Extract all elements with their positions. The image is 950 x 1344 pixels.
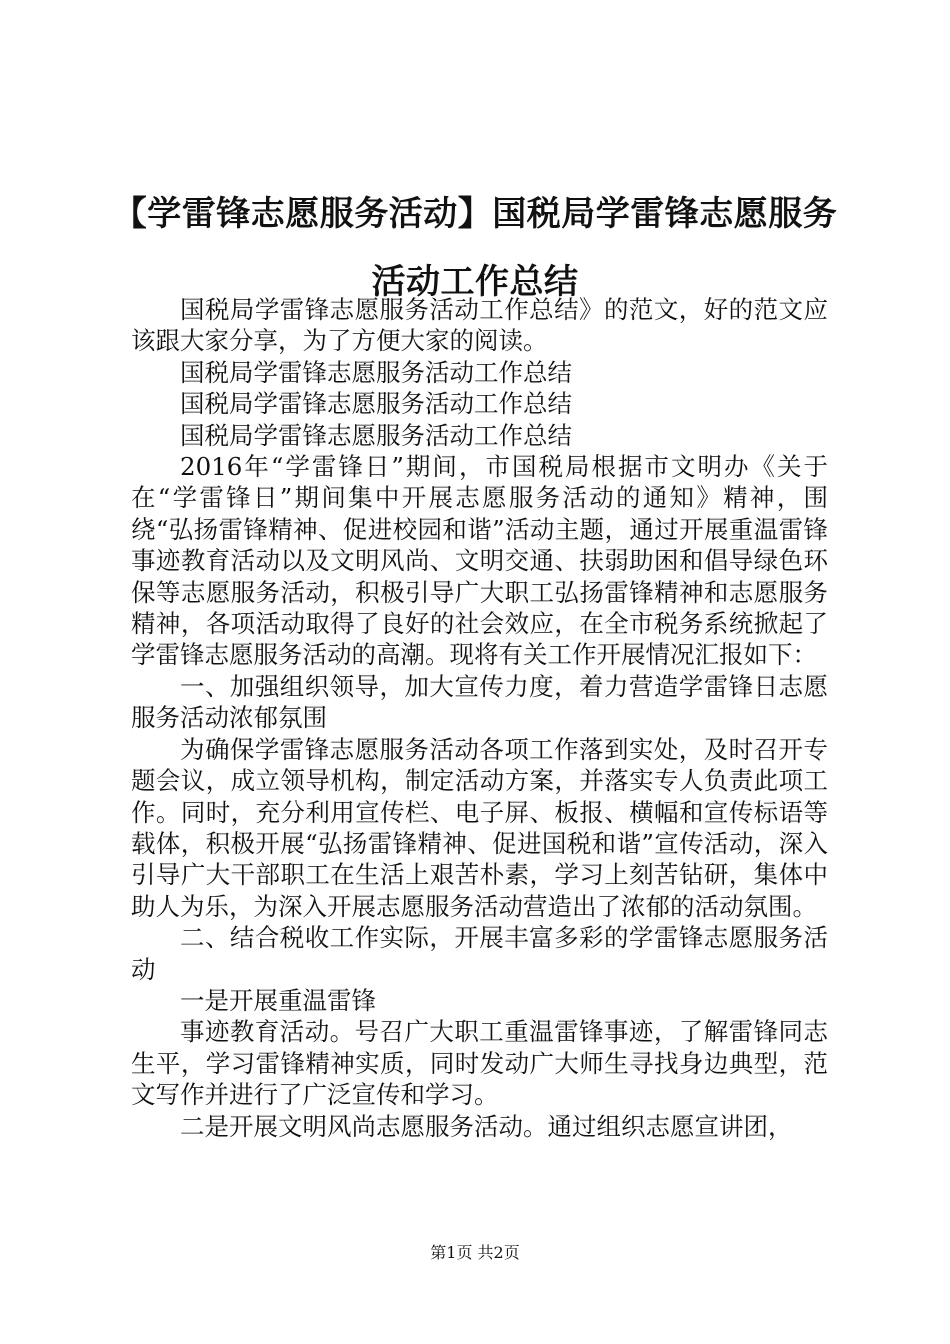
paragraph: 国税局学雷锋志愿服务活动工作总结 bbox=[180, 389, 572, 419]
page-footer: 第1页 共2页 bbox=[430, 1243, 520, 1262]
section-heading: 二、结合税收工作实际，开展丰富多彩的学雷锋志愿服务活动 bbox=[131, 923, 828, 984]
paragraph: 国税局学雷锋志愿服务活动工作总结 bbox=[180, 420, 572, 450]
paragraph: 一是开展重温雷锋 bbox=[180, 985, 376, 1015]
paragraph: 2016年“学雷锋日”期间，市国税局根据市文明办《关于在“学雷锋日”期间集中开展志愿服务活动的通知》精神，围绕“弘扬雷锋精神、促进校园和谐”活动主题，通过开展重温雷锋事迹教育活动以及文明风尚、文明交通、扶弱助困和倡导绿色环保等志愿服务活动，积极引导广大职工弘扬雷锋精神和志愿服务精神，各项活动取得了良好的社会效应，在全市税务系统掀起了学雷锋志愿服务活动的高潮。现将有关工作开展情况汇报如下： bbox=[131, 452, 828, 670]
section-heading: 一、加强组织领导，加大宣传力度，着力营造学雷锋日志愿服务活动浓郁氛围 bbox=[131, 671, 828, 733]
paragraph: 国税局学雷锋志愿服务活动工作总结》的范文，好的范文应该跟大家分享，为了方便大家的阅读。 bbox=[131, 295, 828, 356]
document-body bbox=[131, 294, 828, 1142]
paragraph: 二是开展文明风尚志愿服务活动。通过组织志愿宣讲团， bbox=[180, 1111, 793, 1141]
document-title: 【学雷锋志愿服务活动】国税局学雷锋志愿服务活动工作总结 bbox=[112, 194, 838, 302]
paragraph: 事迹教育活动。号召广大职工重温雷锋事迹，了解雷锋同志生平，学习雷锋精神实质，同时发动广大师生寻找身边典型，范文写作并进行了广泛宣传和学习。 bbox=[131, 1017, 828, 1110]
paragraph: 国税局学雷锋志愿服务活动工作总结 bbox=[180, 357, 572, 387]
paragraph: 为确保学雷锋志愿服务活动各项工作落到实处，及时召开专题会议，成立领导机构，制定活动方案，并落实专人负责此项工作。同时，充分利用宣传栏、电子屏、板报、横幅和宣传标语等载体，积极开展“弘扬雷锋精神、促进国税和谐”宣传活动，深入引导广大干部职工在生活上艰苦朴素，学习上刻苦钻研，集体中助人为乐，为深入开展志愿服务活动营造出了浓郁的活动氛围。 bbox=[131, 734, 828, 921]
